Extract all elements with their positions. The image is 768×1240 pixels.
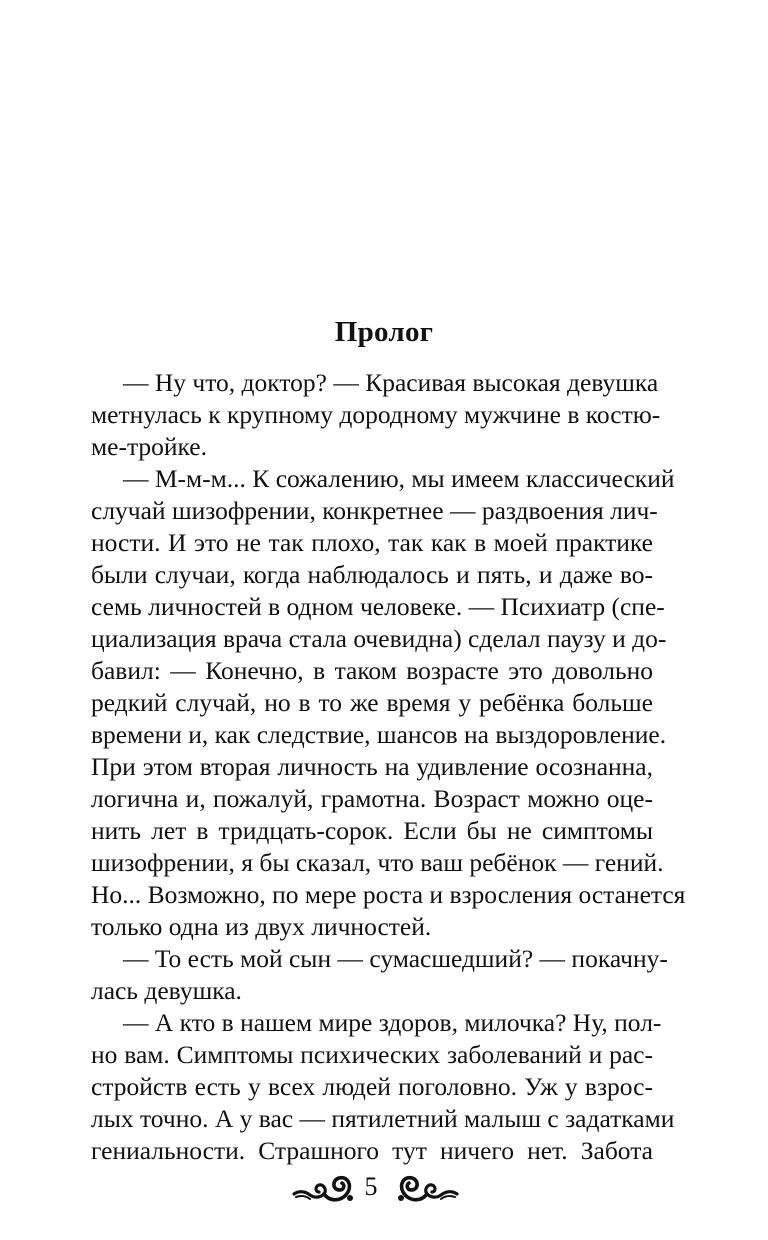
chapter-title: Пролог [334, 316, 434, 348]
text-line: — А кто в нашем мире здоров, милочка? Ну, пол- [123, 1008, 662, 1037]
text-line: стройств есть у всех людей поголовно. Уж у взрос- [91, 1072, 653, 1101]
text-line: ности. И это не так плохо, так как в моей практике [91, 528, 653, 557]
text-line: случай шизофрении, конкретнее — раздвоения лич- [91, 496, 658, 525]
text-line: — Ну что, доктор? — Красивая высокая девушка [123, 368, 659, 397]
text-line: шизофрении, я бы сказал, что ваш ребёнок — гений. [91, 848, 664, 877]
text-line: лась девушка. [91, 976, 242, 1005]
text-line: ме-тройке. [91, 432, 207, 461]
scroll-flourish-icon [292, 1172, 356, 1208]
page-footer [0, 1168, 768, 1212]
text-line: редкий случай, но в то же время у ребёнка больше [91, 688, 653, 717]
text-line: семь личностей в одном человеке. — Психиатр (спе- [91, 592, 665, 621]
scroll-flourish-icon [395, 1172, 459, 1208]
text-line: только одна из двух личностей. [91, 912, 432, 941]
text-line: были случаи, когда наблюдалось и пять, и даже во- [91, 560, 653, 589]
text-line: нить лет в тридцать-сорок. Если бы не симптомы [91, 816, 653, 845]
text-line: Но... Возможно, по мере роста и взросления останется [91, 880, 686, 909]
text-line: но вам. Симптомы психических заболеваний и рас- [91, 1040, 653, 1069]
page-number: 5 [364, 1172, 378, 1201]
text-line: гениальности. Страшного тут ничего нет. Забота [91, 1136, 653, 1165]
text-line: метнулась к крупному дородному мужчине в костю- [91, 400, 661, 429]
text-line: бавил: — Конечно, в таком возрасте это довольно [91, 656, 653, 685]
text-line: циализация врача стала очевидна) сделал паузу и до- [91, 624, 667, 653]
text-line: — М-м-м... К сожалению, мы имеем классический [123, 464, 675, 493]
text-line: — То есть мой сын — сумасшедший? — покачну- [123, 944, 668, 973]
text-line: логична и, пожалуй, грамотна. Возраст можно оце- [91, 784, 653, 813]
text-line: При этом вторая личность на удивление осознанна, [91, 752, 653, 781]
text-line: лых точно. А у вас — пятилетний малыш с задатками [91, 1104, 675, 1133]
text-line: времени и, как следствие, шансов на выздоровление. [91, 720, 667, 749]
